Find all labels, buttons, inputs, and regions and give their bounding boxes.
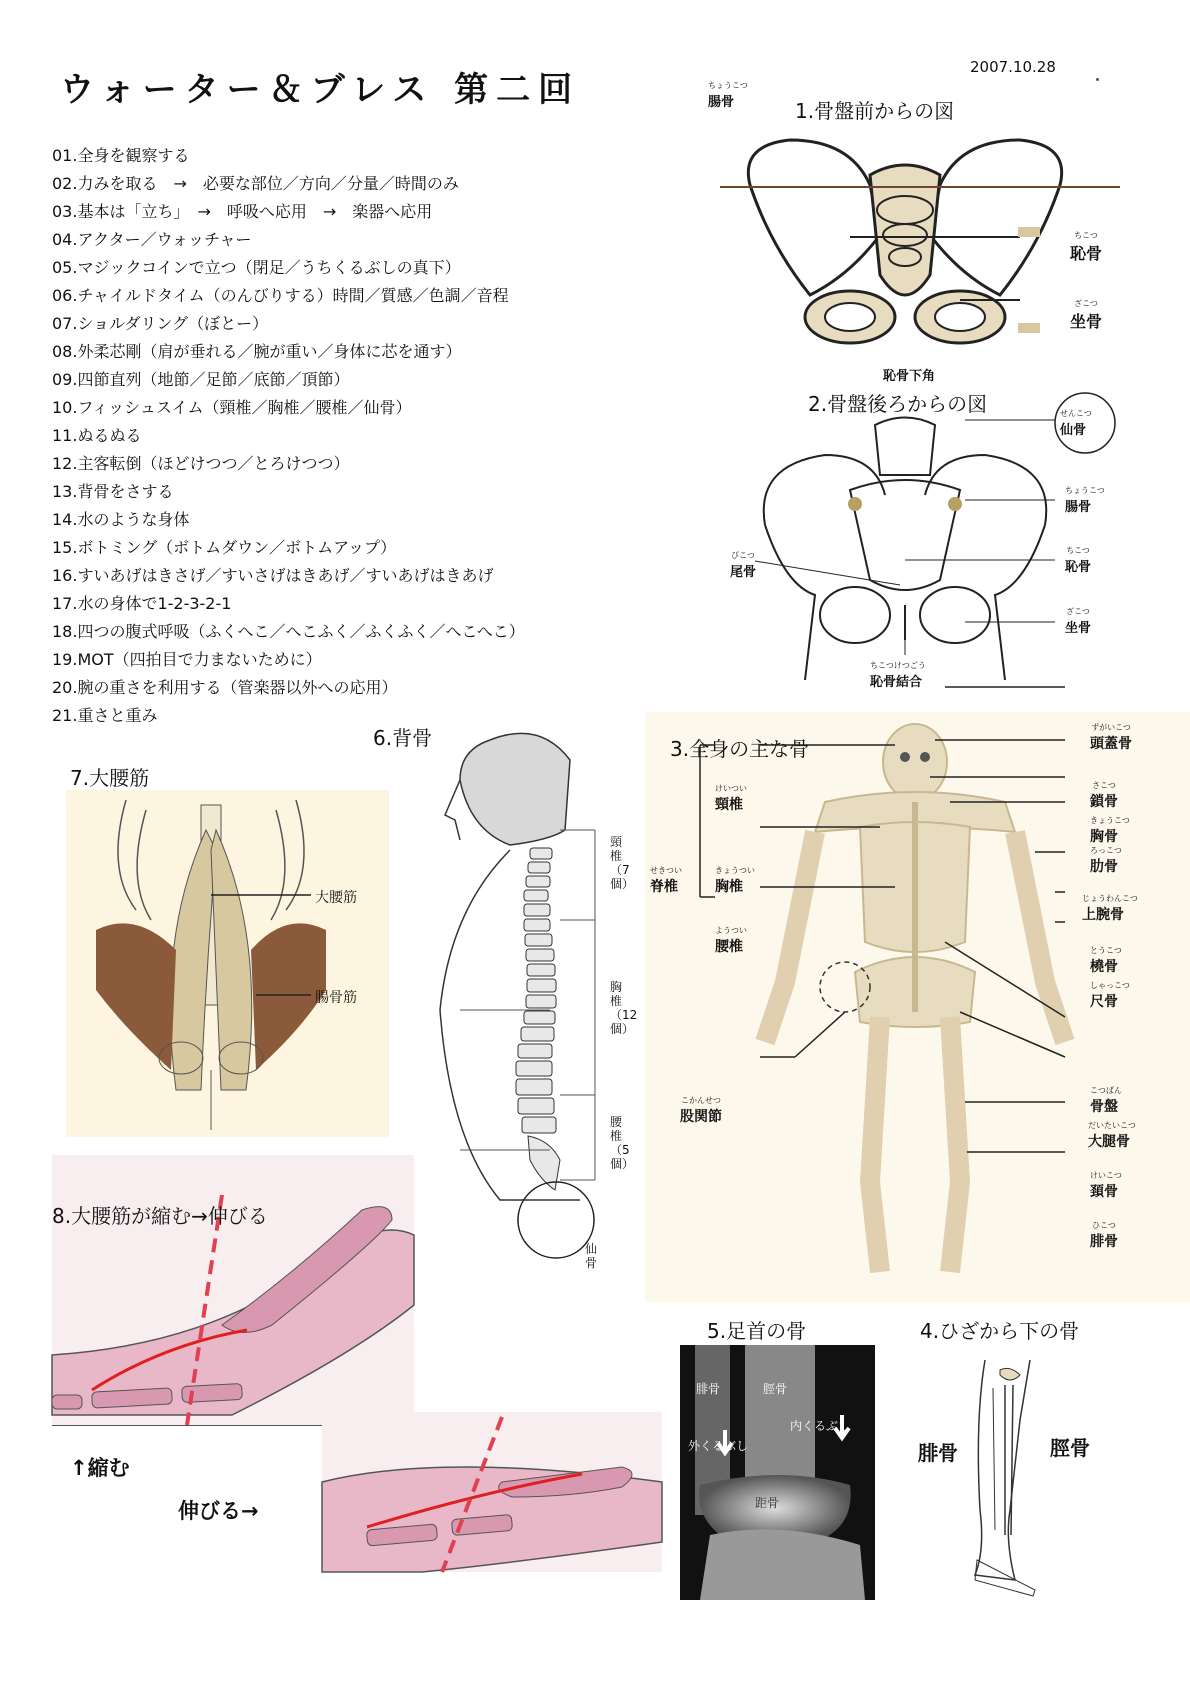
fig3-label-humerus: じょうわんこつ 上腕骨 [1082,894,1138,923]
list-item: 13.背骨をさする [52,482,174,501]
psoas-extend-illustration [322,1412,662,1572]
fig7-title: 7.大腰筋 [70,766,150,790]
date: 2007.10.28 [970,58,1056,76]
page-title: ウォーター＆ブレス 第二回 [60,70,581,110]
fig3-label-hip-joint: こかんせつ 股関節 [680,1096,722,1125]
list-item: 04.アクター／ウォッチャー [52,230,252,249]
dot-mark [1096,78,1099,81]
fig7-label-iliacus: 腸骨筋 [315,990,357,1006]
fig6-label-cervical: 頸 椎 （7 個） [610,835,635,891]
psoas-contract-illustration [52,1155,414,1425]
fig5-label-outer-ankle: 外くるぶし [688,1439,749,1453]
fig4-label-fibula: 腓骨 [918,1441,958,1465]
list-item: 05.マジックコインで立つ（閉足／うちくるぶしの真下） [52,258,461,277]
spine-illustration [430,720,640,1280]
fig2-label-symphysis: ちこつけつごう 恥骨結合 [870,661,926,690]
fig7-label-psoas: 大腰筋 [315,890,357,906]
list-item: 09.四節直列（地節／足節／底節／頂節） [52,370,350,389]
fig3-label-vertebra: せきつい 脊椎 [650,866,682,895]
fig8-title: 8.大腰筋が縮む→伸びる [52,1204,268,1228]
list-item: 15.ボトミング（ボトムダウン／ボトムアップ） [52,538,397,557]
list-item: 08.外柔芯剛（肩が垂れる／腕が重い／身体に芯を通す） [52,342,462,361]
fig6-label-lumbar: 腰 椎 （5 個） [610,1115,635,1171]
list-item: 01.全身を観察する [52,146,190,165]
fig2-label-sacrum: せんこつ 仙骨 [1060,409,1092,438]
fig2-label-pubis: ちこつ 恥骨 [1065,546,1092,575]
fig8-label-contract: ↑縮む [70,1456,130,1480]
fig3-label-lumbar: ようつい 腰椎 [715,926,747,955]
list-item: 17.水の身体で1-2-3-2-1 [52,594,232,613]
fig8-label-extend: 伸びる→ [178,1499,259,1523]
list-item: 18.四つの腹式呼吸（ふくへこ／へこふく／ふくふく／へこへこ） [52,622,525,641]
pelvis-back-illustration [755,415,1100,685]
list-item: 06.チャイルドタイム（のんびりする）時間／質感／色調／音程 [52,286,509,305]
fig3-label-ulna: しゃっこつ 尺骨 [1090,981,1130,1010]
psoas-illustration [66,790,389,1137]
fig3-label-ribs: ろっこつ 肋骨 [1090,846,1122,875]
fig2-label-ilium: ちょうこつ 腸骨 [1065,486,1105,515]
list-item: 03.基本は「立ち」 → 呼吸へ応用 → 楽器へ応用 [52,202,433,221]
fig3-label-thoracic: きょうつい 胸椎 [715,866,755,895]
fig4-title: 4.ひざから下の骨 [920,1319,1080,1343]
fig5-label-fibula: 腓骨 [696,1382,721,1396]
fig2-label-coccyx: びこつ 尾骨 [730,551,757,580]
fig3-label-sternum: きょうこつ 胸骨 [1090,816,1130,845]
list-item: 02.力みを取る → 必要な部位／方向／分量／時間のみ [52,174,459,193]
fig3-label-clavicle: さこつ 鎖骨 [1090,781,1118,810]
fig1-label-ilium: ちょうこつ 腸骨 [708,81,748,110]
fig3-label-pelvis: こつばん 骨盤 [1090,1086,1122,1115]
list-item: 12.主客転倒（ほどけつつ／とろけつつ） [52,454,350,473]
fig3-label-radius: とうこつ 橈骨 [1090,946,1122,975]
fig5-label-tibia: 脛骨 [763,1382,788,1396]
fig6-title: 6.背骨 [373,726,433,750]
fig5-title: 5.足首の骨 [707,1319,807,1343]
fig3-label-fibula: ひこつ 腓骨 [1090,1221,1118,1250]
fig2-label-ischium: ざこつ 坐骨 [1065,607,1092,636]
fig6-label-thoracic: 胸 椎 （12 個） [610,980,638,1036]
list-item: 21.重さと重み [52,706,158,725]
list-item: 14.水のような身体 [52,510,190,529]
fig1-label-ischium: ざこつ 坐骨 [1070,299,1103,331]
fig6-label-sacrum: 仙 骨 [585,1242,598,1270]
fig4-label-tibia: 脛骨 [1050,1436,1090,1460]
fig1-title: 1.骨盤前からの図 [795,99,955,123]
pelvis-front-illustration [730,125,1103,365]
fig1-label-subpubic-angle: 恥骨下角 [883,369,936,384]
exercise-list [52,142,525,730]
lower-leg-illustration [965,1360,1065,1600]
list-item: 07.ショルダリング（ぼとー） [52,314,269,333]
fig5-label-talus: 距骨 [755,1496,780,1510]
fig1-label-pubis: ちこつ 恥骨 [1070,231,1103,263]
list-item: 20.腕の重さを利用する（管楽器以外への応用） [52,678,398,697]
fig3-title: 3.全身の主な骨 [670,737,810,761]
list-item: 16.すいあげはきさげ／すいさげはきあげ／すいあげはきあげ [52,566,494,585]
fig3-label-femur: だいたいこつ 大腿骨 [1088,1121,1136,1150]
fig3-label-tibia: けいこつ 頚骨 [1090,1171,1122,1200]
fig2-title: 2.骨盤後ろからの図 [808,392,988,416]
list-item: 10.フィッシュスイム（頸椎／胸椎／腰椎／仙骨） [52,398,412,417]
fig5-label-inner-ankle: 内くるぶし [790,1419,851,1433]
fig3-label-cervical: けいつい 頸椎 [715,784,747,813]
list-item: 19.MOT（四拍目で力まないために） [52,650,322,669]
list-item: 11.ぬるぬる [52,426,142,445]
fig3-label-skull: ずがいこつ 頭蓋骨 [1090,723,1132,752]
